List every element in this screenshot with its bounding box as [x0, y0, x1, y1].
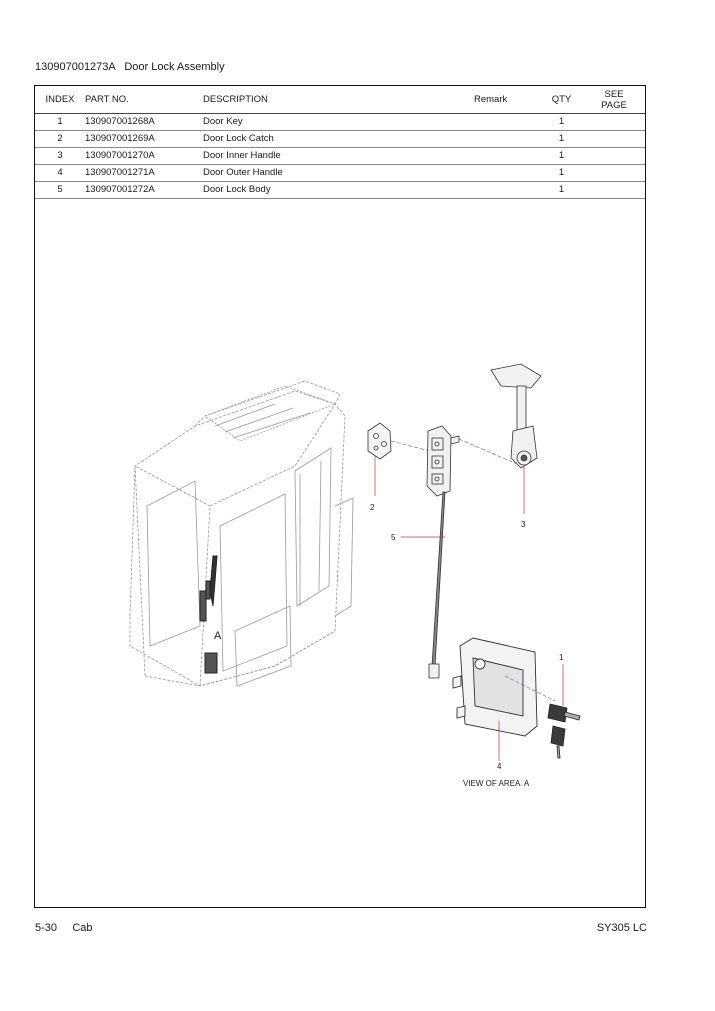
parts-frame	[34, 85, 646, 908]
callout-1: 1	[559, 653, 564, 662]
row-description: Door Key	[203, 114, 474, 131]
row-index: 3	[35, 148, 85, 165]
row-index: 4	[35, 165, 85, 182]
row-qty: 1	[540, 131, 583, 148]
row-description: Door Lock Body	[203, 182, 474, 199]
area-a-label: A	[214, 630, 222, 642]
see-label: SEE	[604, 88, 624, 100]
model-name: SY305 LC	[596, 922, 647, 934]
page-label: PAGE	[601, 99, 627, 111]
row-index: 1	[35, 114, 85, 131]
exploded-view-drawing	[35, 86, 647, 909]
row-index: 5	[35, 182, 85, 199]
col-qty-header: QTY	[540, 86, 583, 114]
row-description: Door Outer Handle	[203, 165, 474, 182]
row-part-no: 130907001270A	[85, 148, 203, 165]
row-part-no: 130907001272A	[85, 182, 203, 199]
section-name: Cab	[72, 922, 93, 934]
page-number: 5-30	[35, 922, 58, 934]
col-part-no-header: PART NO.	[85, 86, 203, 114]
door-outer-handle-illustration	[453, 638, 537, 736]
assembly-part-number: 130907001273A	[35, 61, 116, 73]
row-qty: 1	[540, 182, 583, 199]
cab-door-lock-location	[200, 556, 217, 673]
document-title	[35, 61, 225, 73]
row-qty: 1	[540, 148, 583, 165]
door-lock-catch-illustration	[368, 423, 391, 459]
callout-2: 2	[370, 503, 375, 512]
col-index-header: INDEX	[35, 86, 85, 114]
row-qty: 1	[540, 165, 583, 182]
callout-3: 3	[521, 520, 526, 529]
row-index: 2	[35, 131, 85, 148]
col-description-header: DESCRIPTION	[203, 86, 474, 114]
row-part-no: 130907001271A	[85, 165, 203, 182]
door-inner-handle-illustration	[491, 364, 541, 468]
col-remark-header: Remark	[474, 86, 540, 114]
door-key-illustration	[548, 704, 580, 758]
callout-5: 5	[391, 533, 396, 542]
cab-illustration	[130, 381, 353, 686]
assembly-title: Door Lock Assembly	[124, 61, 225, 73]
callout-4: 4	[497, 762, 502, 771]
row-qty: 1	[540, 114, 583, 131]
row-description: Door Inner Handle	[203, 148, 474, 165]
row-part-no: 130907001268A	[85, 114, 203, 131]
door-lock-body-illustration	[427, 426, 459, 678]
row-part-no: 130907001269A	[85, 131, 203, 148]
row-description: Door Lock Catch	[203, 131, 474, 148]
view-caption: VIEW OF AREA A	[463, 779, 530, 788]
footer-left	[35, 922, 93, 934]
